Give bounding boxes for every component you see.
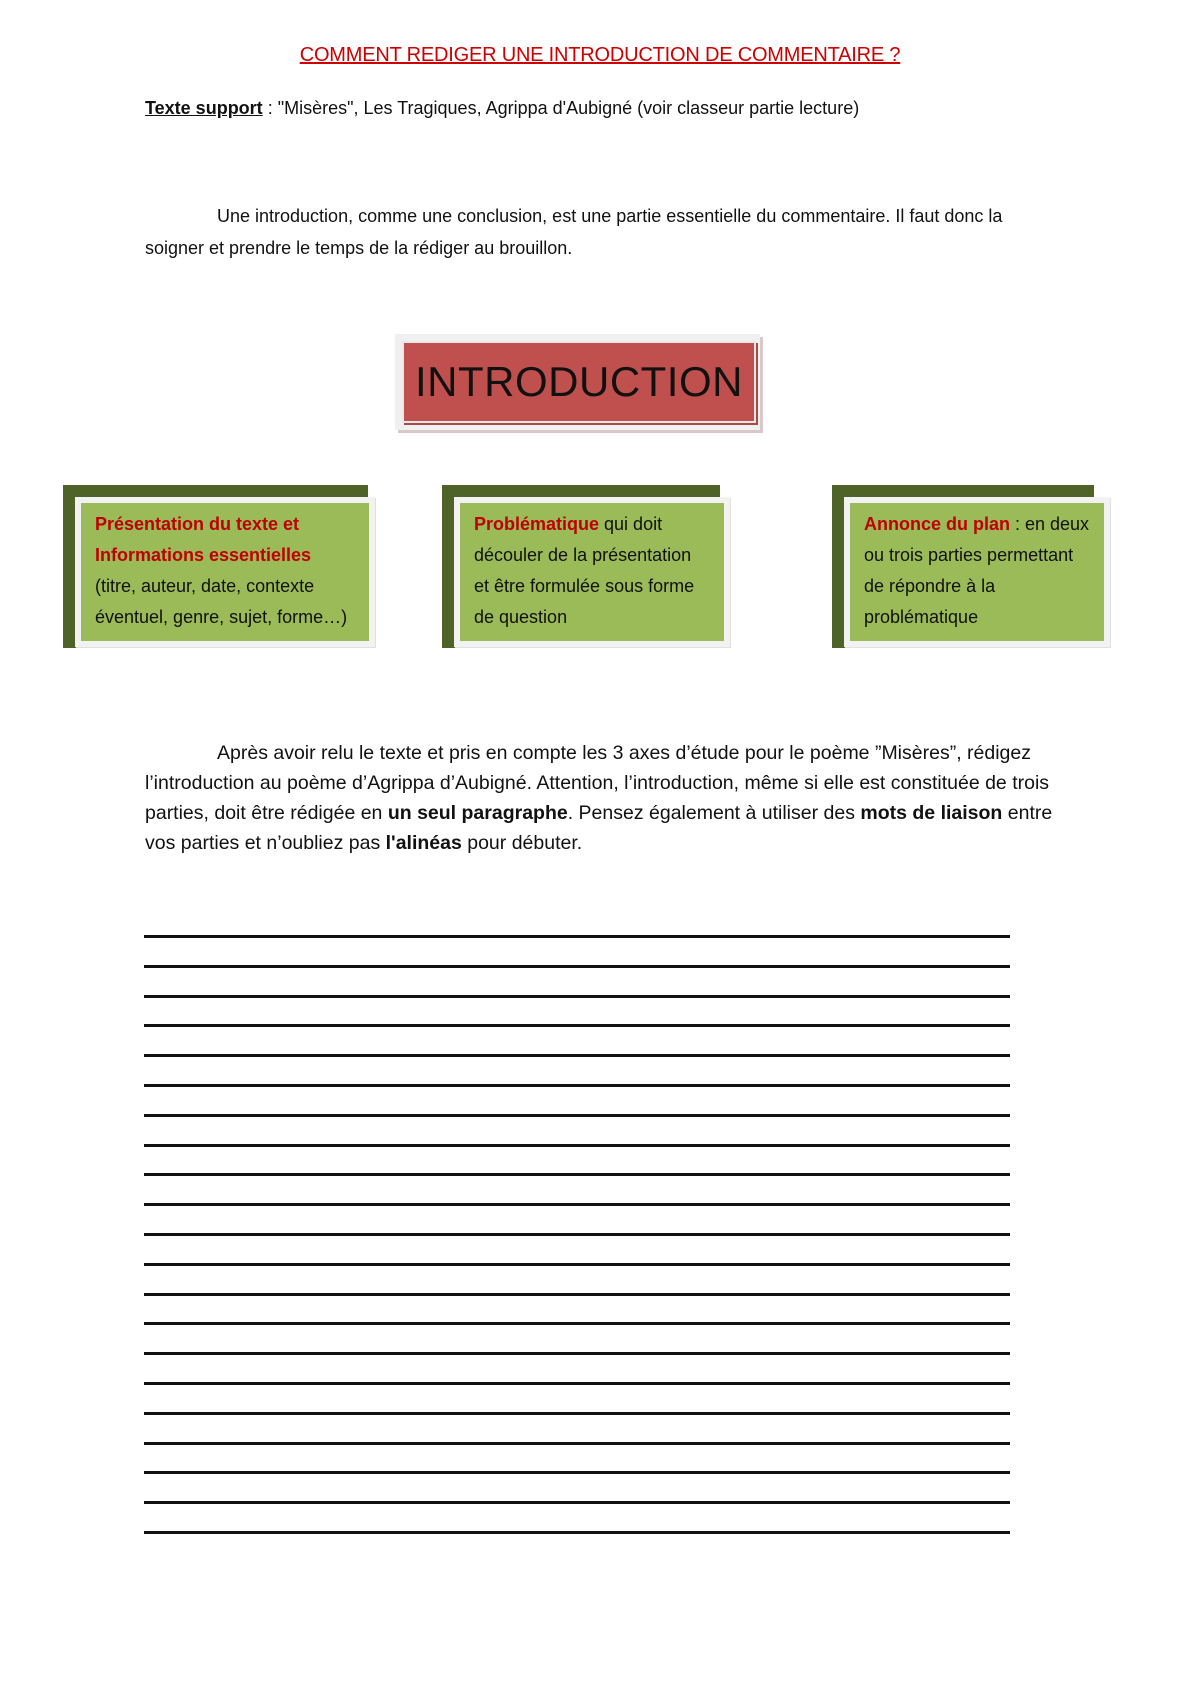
- writing-line: [144, 1471, 1010, 1474]
- card-front: [454, 497, 730, 647]
- card-text: : en deux ou trois parties permettant de répondre à la problématique: [864, 514, 1090, 627]
- introduction-box: INTRODUCTION: [402, 341, 756, 423]
- writing-line: [144, 1293, 1010, 1296]
- writing-line: [144, 1263, 1010, 1266]
- writing-line: [144, 1054, 1010, 1057]
- writing-line: [144, 1233, 1010, 1236]
- card-text: qui doit découler de la présentation et être formulée sous forme de question: [474, 514, 695, 627]
- support-separator: :: [262, 98, 278, 118]
- instructions-bold: un seul paragraphe: [387, 802, 568, 824]
- support-label: Texte support: [145, 98, 263, 118]
- writing-line: [144, 1173, 1010, 1176]
- writing-line: [144, 1144, 1010, 1147]
- support-text: "Misères", Les Tragiques, Agrippa d'Aubigné (voir classeur partie lecture): [277, 98, 860, 118]
- card-highlight: Problématique: [474, 514, 600, 534]
- writing-line: [144, 1412, 1010, 1415]
- writing-line: [144, 1442, 1010, 1445]
- writing-line: [144, 935, 1010, 938]
- writing-line: [144, 1531, 1010, 1534]
- writing-line: [144, 1203, 1010, 1206]
- writing-line: [144, 1382, 1010, 1385]
- instructions-text: entre vos parties et n’oubliez pas: [145, 802, 1053, 854]
- writing-line: [144, 965, 1010, 968]
- instructions-text: Après avoir relu le texte et pris en compte les 3 axes d’étude pour le poème ”Misères”, rédigez l’introduction au poème d’Agrippa d’Aubigné. Attention, l’introduction, même si elle est constituée de trois parties, doit être rédigée en: [145, 742, 1050, 824]
- card-front: [75, 497, 375, 647]
- writing-line: [144, 1501, 1010, 1504]
- instructions-bold: l'alinéas: [385, 832, 462, 854]
- writing-line: [144, 995, 1010, 998]
- writing-line: [144, 1024, 1010, 1027]
- writing-line: [144, 1322, 1010, 1325]
- card-highlight: Annonce du plan: [864, 514, 1010, 534]
- intro-paragraph: Une introduction, comme une conclusion, est une partie essentielle du commentaire. Il faut donc la soigner et prendre le temps de la rédiger au brouillon.: [145, 206, 1003, 258]
- writing-line: [144, 1084, 1010, 1087]
- support-line: [145, 98, 859, 119]
- page-title: COMMENT REDIGER UNE INTRODUCTION DE COMMENTAIRE ?: [299, 44, 901, 66]
- writing-line: [144, 1114, 1010, 1117]
- card-highlight: Présentation du texte et Informations essentielles: [95, 514, 312, 565]
- instructions-paragraph: [145, 738, 1065, 858]
- instructions-text: . Pensez également à utiliser des: [567, 802, 861, 824]
- instructions-text: pour débuter.: [461, 832, 583, 854]
- card-front: [844, 497, 1110, 647]
- card-text: (titre, auteur, date, contexte éventuel, genre, sujet, forme…): [95, 576, 348, 627]
- instructions-bold: mots de liaison: [860, 802, 1003, 824]
- writing-lines: [144, 935, 1010, 1561]
- writing-line: [144, 1352, 1010, 1355]
